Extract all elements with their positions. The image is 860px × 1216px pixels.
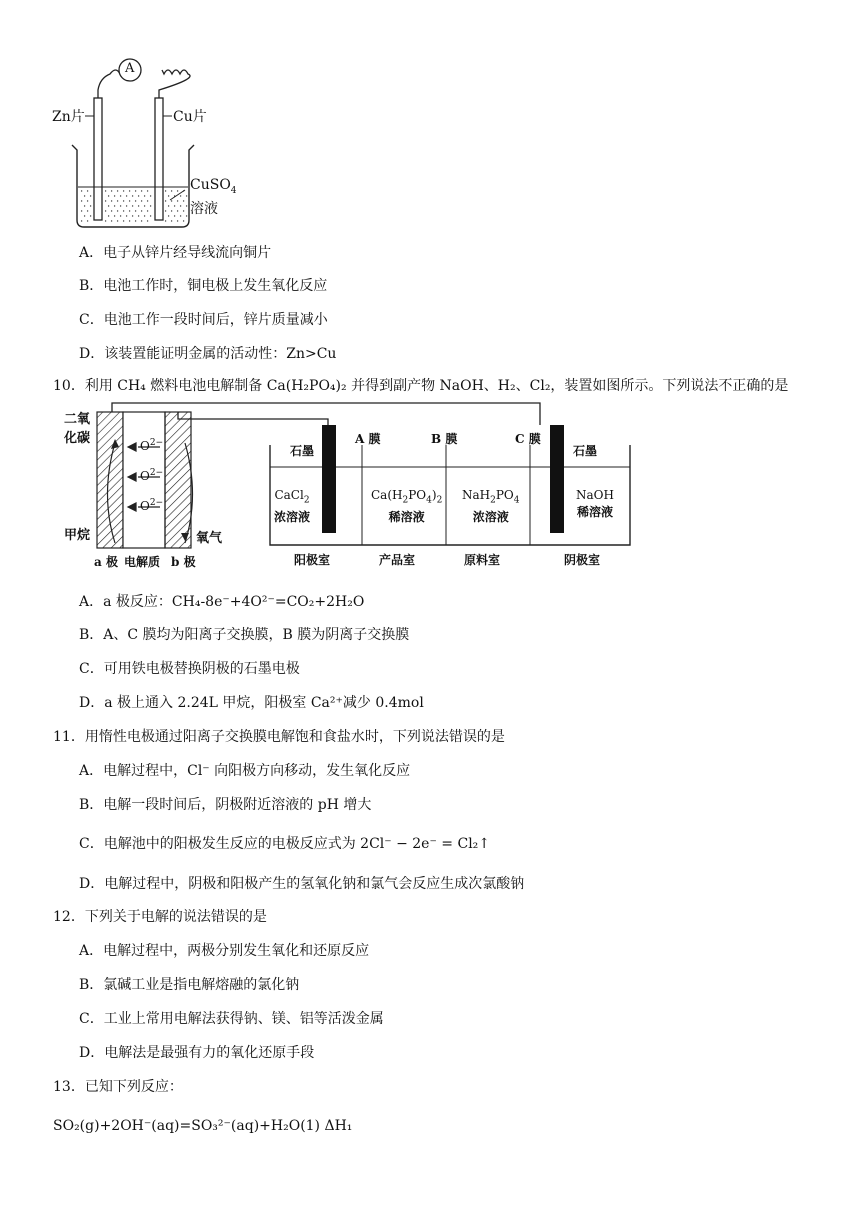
solution-dot	[144, 215, 145, 216]
solution-dot	[90, 205, 91, 206]
q12-option-d: D．电解法是最强有力的氧化还原手段	[79, 1045, 315, 1061]
membrane-b-label: B 膜	[431, 432, 458, 446]
solution-dot	[123, 190, 124, 191]
solution-dot	[117, 200, 118, 201]
solution-dot	[84, 215, 85, 216]
solution-dot	[129, 220, 130, 221]
q9-option-d: D．该装置能证明金属的活动性：Zn>Cu	[79, 346, 337, 362]
q13-stem: 13．已知下列反应：	[53, 1079, 183, 1095]
solution-dot	[186, 195, 187, 196]
solution-dot	[171, 210, 172, 211]
solution-dot	[90, 195, 91, 196]
solution-dot	[135, 200, 136, 201]
o2minus-label-2: $O^{2-}$	[140, 468, 164, 483]
cell4-label: NaOH 稀溶液	[576, 488, 614, 519]
q10-option-b: B．A、C 膜均为阳离子交换膜，B 膜为阴离子交换膜	[79, 627, 410, 643]
solution-dot	[147, 190, 148, 191]
methane-label: 甲烷	[64, 528, 91, 543]
cell2-label: $Ca(H_2PO_4)_2$ 稀溶液	[371, 488, 443, 525]
solution-dot	[141, 200, 142, 201]
solution-dot	[117, 220, 118, 221]
solution-dot	[132, 215, 133, 216]
solution-dot	[123, 210, 124, 211]
solution-dot	[126, 215, 127, 216]
solution-dot	[105, 190, 106, 191]
solution-dot	[81, 200, 82, 201]
q11-option-d: D．电解过程中，阴极和阳极产生的氢氧化钠和氯气会反应生成次氯酸钠	[79, 876, 525, 892]
solution-dot	[180, 205, 181, 206]
q10-option-a: A．a 极反应：CH₄-8e⁻+4O²⁻=CO₂+2H₂O	[79, 594, 365, 610]
graphite-right-label: 石墨	[573, 444, 598, 458]
solution-dot	[177, 220, 178, 221]
solution-dot	[180, 215, 181, 216]
solution-dot	[138, 205, 139, 206]
solution-dot	[168, 205, 169, 206]
solution-dot	[114, 215, 115, 216]
membrane-c-label: C 膜	[515, 432, 541, 446]
solution-dot	[87, 210, 88, 211]
solution-dot	[183, 220, 184, 221]
cu-label: Cu片	[173, 109, 207, 125]
zn-label: Zn片	[52, 109, 85, 125]
solution-dot	[129, 200, 130, 201]
solution-dot	[120, 215, 121, 216]
solution-dot	[138, 215, 139, 216]
solution-dot	[147, 200, 148, 201]
solution-dot	[120, 195, 121, 196]
q12-option-b: B．氯碱工业是指电解熔融的氯化钠	[79, 977, 300, 993]
solution-dot	[171, 200, 172, 201]
solution-dot	[129, 190, 130, 191]
solution-dot	[108, 205, 109, 206]
solution-dot	[132, 195, 133, 196]
solution-dot	[129, 210, 130, 211]
solution-dot	[180, 195, 181, 196]
solution-dot	[177, 210, 178, 211]
solution-dot	[168, 215, 169, 216]
oxygen-label: 氧气	[196, 531, 223, 546]
solution-dot	[165, 210, 166, 211]
solution-dot	[165, 220, 166, 221]
co2-label: 二氧 化碳	[64, 412, 91, 446]
solution-dot	[171, 190, 172, 191]
solution-dot	[135, 220, 136, 221]
solution-dot	[165, 190, 166, 191]
solution-dot	[111, 190, 112, 191]
o2minus-label-1: $O^{2-}$	[140, 438, 164, 453]
q9-option-a: A．电子从锌片经导线流向铜片	[79, 245, 272, 261]
solution-dot	[111, 200, 112, 201]
solution-dot	[120, 205, 121, 206]
solution-dot	[150, 195, 151, 196]
cell1-label: CaCl$_2$ 浓溶液	[274, 488, 311, 525]
solution-dot	[87, 220, 88, 221]
q12-option-a: A．电解过程中，两极分别发生氧化和还原反应	[79, 943, 370, 959]
solution-dot	[90, 215, 91, 216]
solution-dot	[144, 195, 145, 196]
solution-dot	[81, 210, 82, 211]
solution-dot	[126, 195, 127, 196]
solution-dot	[177, 200, 178, 201]
a-pole-label: a 极	[94, 555, 118, 569]
anode-room-label: 阳极室	[294, 553, 331, 567]
solution-dot	[117, 190, 118, 191]
q11-option-c: C．电解池中的阳极发生反应的电极反应式为 2Cl⁻ − 2e⁻ = Cl₂↑	[79, 836, 491, 852]
solution-dot	[105, 200, 106, 201]
solution-dot	[84, 205, 85, 206]
q11-option-b: B．电解一段时间后，阴极附近溶液的 pH 增大	[79, 797, 372, 813]
q13-reaction: SO₂(g)+2OH⁻(aq)=SO₃²⁻(aq)+H₂O(1) ΔH₁	[53, 1118, 353, 1134]
q10-option-d: D．a 极上通入 2.24L 甲烷，阳极室 Ca²⁺减少 0.4mol	[79, 695, 424, 711]
q10-stem: 10．利用 CH₄ 燃料电池电解制备 Ca(H₂PO₄)₂ 并得到副产物 NaOH、H₂、Cl₂，装置如图所示。下列说法不正确的是	[53, 378, 789, 394]
solution-dot	[84, 195, 85, 196]
ammeter-symbol: A	[125, 61, 135, 76]
solution-dot	[108, 215, 109, 216]
product-room-label: 产品室	[379, 553, 416, 567]
q9-option-b: B．电池工作时，铜电极上发生氧化反应	[79, 278, 328, 294]
o2minus-label-3: $O^{2-}$	[140, 498, 164, 513]
solution-dot	[114, 195, 115, 196]
solution-dot	[105, 220, 106, 221]
solution-dot	[87, 190, 88, 191]
cell3-label: $NaH_2PO_4$ 浓溶液	[462, 488, 520, 525]
solution-dot	[114, 205, 115, 206]
solution-dot	[183, 200, 184, 201]
solution-dot	[150, 205, 151, 206]
solution-dot	[81, 190, 82, 191]
solution-dot	[141, 210, 142, 211]
electrolysis-figure	[60, 395, 640, 575]
solution-dot	[123, 220, 124, 221]
solution-dot	[111, 210, 112, 211]
solution-dot	[117, 210, 118, 211]
solution-dot	[126, 205, 127, 206]
solution-dot	[123, 200, 124, 201]
solution-dot	[186, 215, 187, 216]
solution-dot	[141, 220, 142, 221]
solution-dot	[171, 220, 172, 221]
solution-dot	[135, 190, 136, 191]
solution-dot	[165, 200, 166, 201]
solution-dot	[108, 195, 109, 196]
solution-label: CuSO$_4$ 溶液	[190, 177, 237, 217]
solution-dot	[186, 205, 187, 206]
q10-option-c: C．可用铁电极替换阴极的石墨电极	[79, 661, 300, 677]
solution-dot	[87, 200, 88, 201]
feed-room-label: 原料室	[464, 553, 501, 567]
solution-dot	[174, 215, 175, 216]
solution-dot	[147, 210, 148, 211]
solution-dot	[183, 210, 184, 211]
solution-dot	[105, 210, 106, 211]
solution-dot	[81, 220, 82, 221]
membrane-a-label: A 膜	[355, 432, 381, 446]
q11-stem: 11．用惰性电极通过阳离子交换膜电解饱和食盐水时，下列说法错误的是	[53, 729, 505, 745]
solution-dot	[147, 220, 148, 221]
q12-stem: 12．下列关于电解的说法错误的是	[53, 909, 267, 925]
solution-dot	[138, 195, 139, 196]
q12-option-c: C．工业上常用电解法获得钠、镁、铝等活泼金属	[79, 1011, 384, 1027]
solution-dot	[177, 190, 178, 191]
solution-dot	[135, 210, 136, 211]
electrolyte-label: 电解质	[124, 555, 161, 569]
cathode-room-label: 阴极室	[564, 553, 601, 567]
solution-dot	[168, 195, 169, 196]
solution-dot	[111, 220, 112, 221]
graphite-left-label: 石墨	[290, 444, 315, 458]
b-pole-label: b 极	[171, 555, 196, 569]
solution-dot	[144, 205, 145, 206]
q9-option-c: C．电池工作一段时间后，锌片质量减小	[79, 312, 328, 328]
solution-dot	[174, 205, 175, 206]
solution-dot	[150, 215, 151, 216]
solution-dot	[132, 205, 133, 206]
q11-option-a: A．电解过程中，Cl⁻ 向阳极方向移动，发生氧化反应	[79, 763, 411, 779]
solution-dot	[141, 190, 142, 191]
